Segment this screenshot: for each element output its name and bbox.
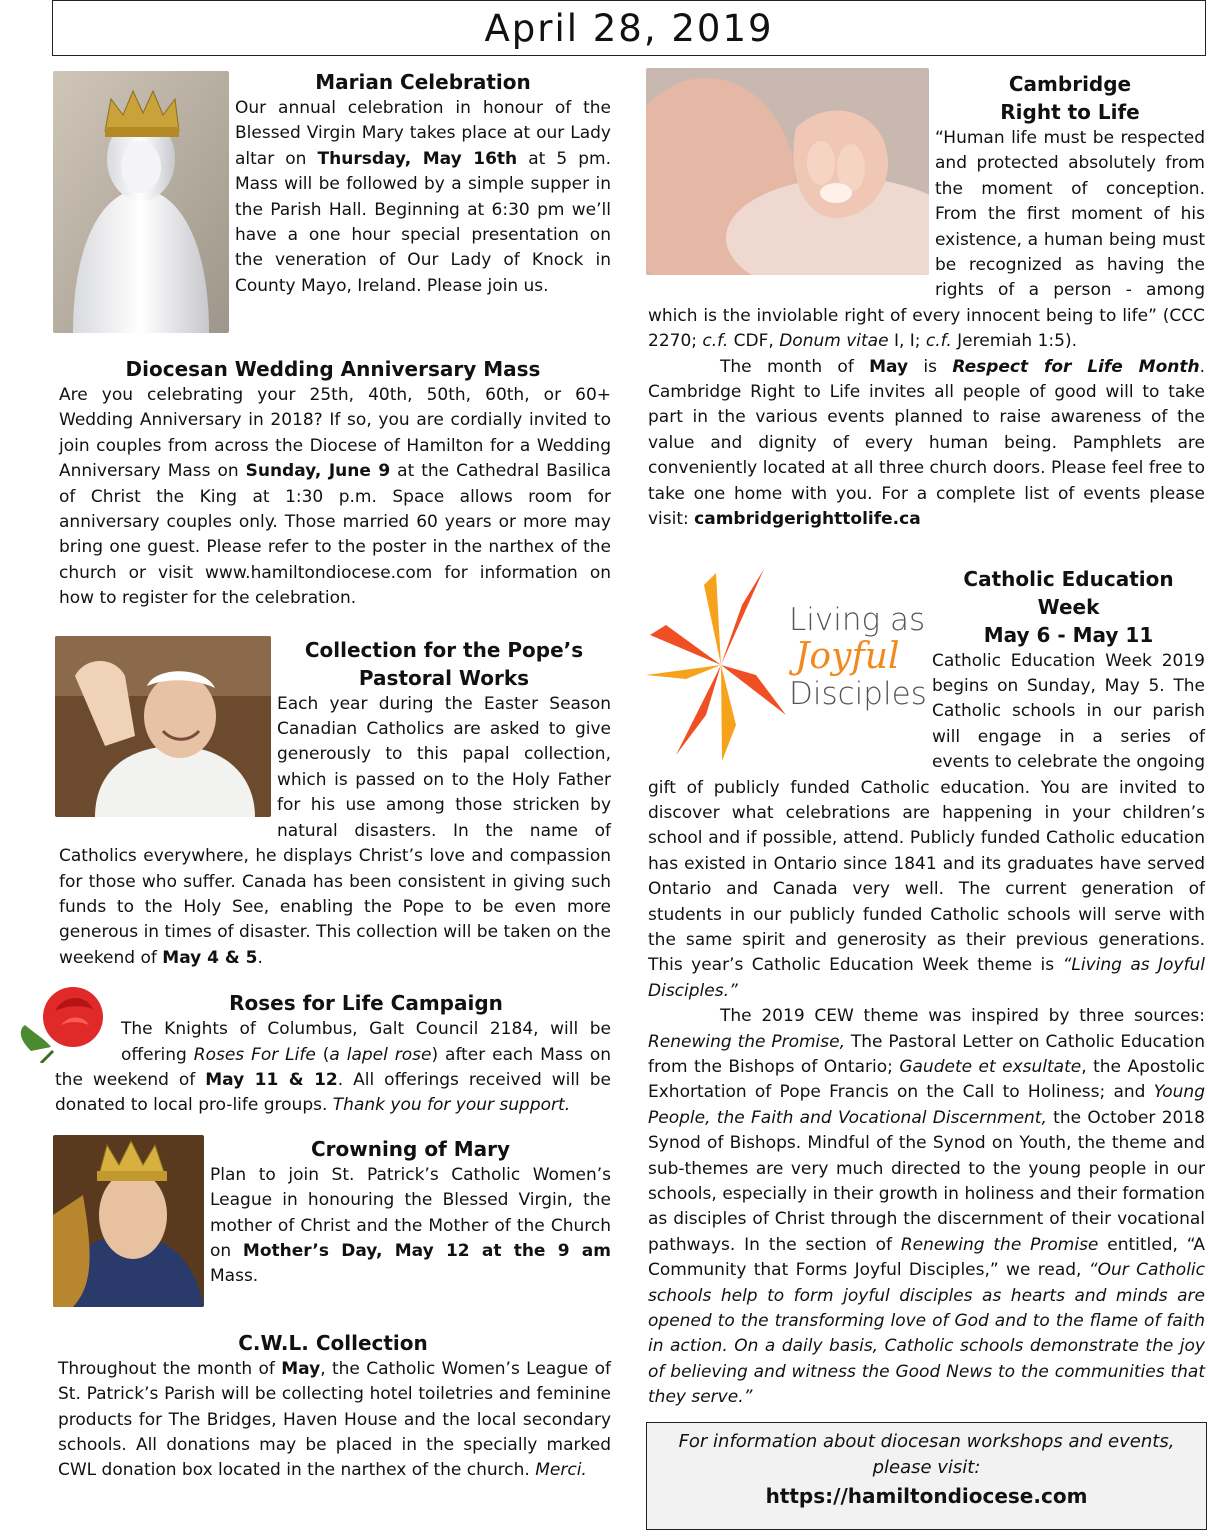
pope-title: Collection for the Pope’s Pastoral Works <box>304 637 584 690</box>
article-marian <box>55 68 611 333</box>
pope-body: Each year during the Easter Season Canadian Catholics are asked to give generously to this papal collection, which is passed on to the Holy Father for his use among those stricken by natural disasters. In the name of Catholics everywhere, he displays Christ’s love and compassion for those who suffer. Canada has been consistent in giving such funds to the Holy See, enabling the Pope to be even more generous in times of disaster. This collection will be taken on the weekend of May 4 & 5. <box>59 693 611 968</box>
wedding-title: Diocesan Wedding Anniversary Mass <box>125 357 541 381</box>
page-date-banner <box>52 0 1206 56</box>
article-right-to-life <box>648 70 1205 533</box>
crowning-title: Crowning of Mary <box>310 1136 511 1161</box>
info-link[interactable]: https://hamiltondiocese.com <box>765 1484 1088 1508</box>
roses-body: The Knights of Columbus, Galt Council 2184, will be offering Roses For Life (a lapel rose) after each Mass on the weekend of May 11 & 12. All offerings received will be donated to local pro-life groups. Thank you for your support. <box>55 1019 612 1116</box>
crowned-mary-painting <box>53 1135 204 1307</box>
cwl-title: C.W.L. Collection <box>238 1330 428 1355</box>
article-roses <box>55 989 611 1119</box>
mary-statue-image <box>53 71 229 333</box>
page-date: April 28, 2019 <box>484 6 774 50</box>
roses-title: Roses for Life Campaign <box>229 991 503 1016</box>
cew-body-2: The 2019 CEW theme was inspired by three sources: Renewing the Promise, The Pastoral Letter on Catholic Education from the Bishops of Ontario; Gaudete et exsultate, the Apostolic Exhortation of Pope Francis on the Call to Holiness; and Young People, the Faith and Vocational Discernment, the October 2018 Synod of Bishops. Mindful of the Synod on Youth, the theme and sub-themes are very much directed to the young people in our schools, especially in their growth in holiness and their formation as disciples of Christ through the discernment of their vocational pathways. In the section of Renewing the Promise entitled, “A Community that Forms Joyful Disciples,” we read, “Our Catholic schools help to form joyful disciples as hearts and minds are opened to the transforming love of God and to the flame of faith in action. On a daily basis, Catholic schools demonstrate the joy of believing and witness the Good News to the communities that they serve.” <box>648 1006 1206 1408</box>
cew-title: Catholic Education Week May 6 - May 11 <box>963 566 1174 647</box>
rose-image <box>11 981 121 1063</box>
article-wedding <box>55 355 611 612</box>
marian-title: Marian Celebration <box>315 70 531 94</box>
diocesan-info-box <box>646 1422 1207 1530</box>
cew-logo-line3: Disciples <box>789 675 927 712</box>
pope-photo <box>55 636 271 817</box>
marian-body: Our annual celebration in honour of the Blessed Virgin Mary takes place at our Lady altar on Thursday, May 16th at 5 pm. Mass will be followed by a simple supper in the Parish Hall. Beginning at 6:30 pm we’ll have a one hour special presentation on the veneration of Our Lady of Knock in County Mayo, Ireland. Please join us. <box>235 98 611 296</box>
cross-icon <box>646 565 796 765</box>
rtl-body: The month of May is Respect for Life Month. Cambridge Right to Life invites all people of good will to take part in the various events planned to raise awareness of the value and dignity of every human being. Pamphlets are conveniently located at all three church doors. Please feel free to take one home with you. For a complete list of events please visit: cambridgerighttolife.ca <box>648 356 1206 530</box>
info-text: For information about diocesan workshops and events, please visit: <box>678 1431 1175 1478</box>
cwl-body: Throughout the month of May, the Catholic Women’s League of St. Patrick’s Parish will be collecting hotel toiletries and feminine products for The Bridges, Haven House and the local secondary schools. All donations may be placed in the specially marked CWL donation box located in the narthex of the church. Merci. <box>58 1358 611 1481</box>
article-cwl <box>55 1329 611 1484</box>
cew-logo-line2: Joyful <box>795 635 900 677</box>
cew-body-1: Catholic Education Week 2019 begins on Sunday, May 5. The Catholic schools in our parish will engage in a series of events to celebrate the ongoing gift of publicly funded Catholic education. You are invited to discover what celebrations are happening in your children’s school and if possible, attend. Publicly funded Catholic education has existed in Ontario since 1841 and its graduates have served Ontario and Canada very well. The current generation of students in our publicly funded Catholic schools will serve with the same spirit and generosity as their previous generations. This year’s Catholic Education Week theme is “Living as Joyful Disciples.” <box>648 650 1206 1001</box>
rtl-quote: “Human life must be respected and protected absolutely from the moment of conception. From the first moment of his existence, a human being must be recognized as having the rights of a person - among which is the inviolable right of every innocent being to life” (CCC 2270; c.f. CDF, Donum vitae I, I; c.f. Jeremiah 1:5). <box>648 128 1205 352</box>
right-column <box>648 68 1205 1429</box>
article-crowning <box>55 1135 611 1307</box>
crowning-body: Plan to join St. Patrick’s Catholic Women’s League in honouring the Blessed Virgin, the mother of Christ and the Mother of the Church on Mother’s Day, May 12 at the 9 am Mass. <box>210 1164 611 1287</box>
baby-hand-photo <box>646 68 929 275</box>
article-pope <box>55 636 611 971</box>
article-cew <box>648 565 1205 1411</box>
cew-logo <box>646 565 926 765</box>
left-column <box>55 68 611 1502</box>
wedding-body: Are you celebrating your 25th, 40th, 50th, 60th, or 60+ Wedding Anniversary in 2018? If so, you are cordially invited to join couples from across the Diocese of Hamilton for a Wedding Anniversary Mass on Sunday, June 9 at the Cathedral Basilica of Christ the King at 1:30 p.m. Space allows room for anniversary couples only. Those married 60 years or more may bring one guest. Please refer to the poster in the narthex of the church or visit www.hamiltondiocese.com for information on how to register for the celebration. <box>59 385 612 609</box>
rtl-title: Cambridge Right to Life <box>1000 72 1140 124</box>
cew-logo-line1: Living as <box>789 601 926 638</box>
